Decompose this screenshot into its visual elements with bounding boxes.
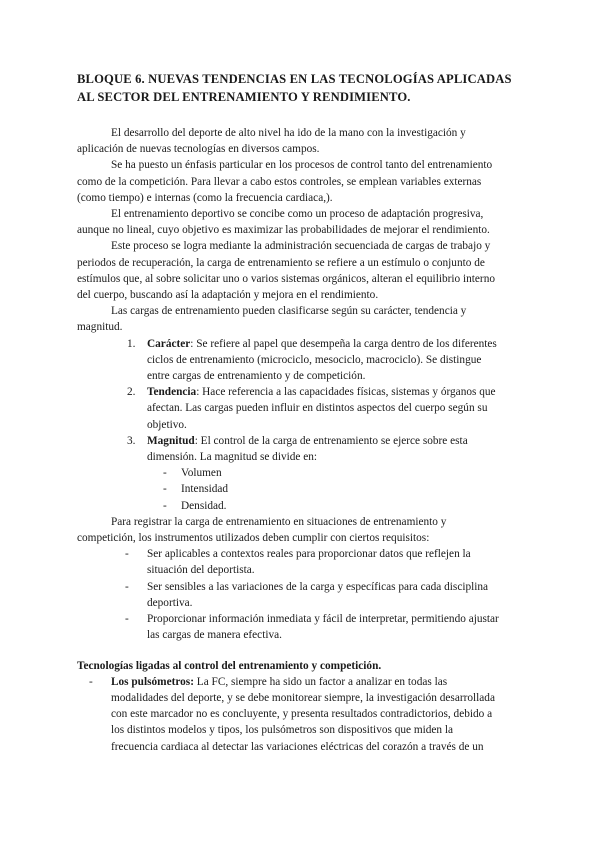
text-line: Las cargas de entrenamiento pueden clasificarse según su carácter, tendencia y (111, 305, 467, 318)
paragraph-control (77, 157, 523, 206)
list-item-magnitud (77, 433, 523, 465)
text-line: dimensión. La magnitud se divide en: (147, 451, 318, 464)
paragraph-intro (77, 125, 523, 157)
text-line: situación del deportista. (147, 564, 255, 577)
text-line: ciclos de entrenamiento (microciclo, mesociclo, macrociclo). Se distingue (147, 353, 482, 366)
tech-item-pulsometros (77, 674, 523, 755)
section-heading: Tecnologías ligadas al control del entrenamiento y competición. (77, 659, 382, 672)
text-line: El entrenamiento deportivo se concibe como un proceso de adaptación progresiva, (111, 208, 484, 221)
text-line: estímulos que, al sobre solicitar uno o varios sistemas orgánicos, alteran el equilibrio interno (77, 272, 495, 285)
text-line: aplicación de nuevas tecnologías en diversos campos. (77, 143, 320, 156)
dash-bullet: - (125, 548, 129, 561)
text-line: : El control de la carga de entrenamiento se ejerce sobre esta (194, 434, 468, 447)
list-item (77, 498, 523, 514)
text-line: : Se refiere al papel que desempeña la carga dentro de los diferentes (190, 337, 497, 350)
list-item (77, 579, 523, 611)
text-line: aunque no lineal, cuyo objetivo es maximizar las probabilidades de mejorar el rendimiento. (77, 224, 490, 237)
dash-bullet: - (125, 613, 129, 626)
list-number: 1. (127, 337, 136, 350)
list-item-text: Densidad. (181, 499, 227, 512)
list-item-caracter (77, 336, 523, 385)
term-pulsometros: Los pulsómetros: (111, 675, 194, 688)
list-item (77, 546, 523, 578)
text-line: como de la competición. Para llevar a cabo estos controles, se emplean variables externas (77, 175, 482, 188)
paragraph-classification (77, 303, 523, 335)
list-item-tendencia (77, 384, 523, 433)
dash-bullet: - (163, 467, 167, 480)
text-line: La FC, siempre ha sido un factor a analizar en todas las (193, 675, 448, 688)
text-line: objetivo. (147, 418, 187, 431)
text-line: : Hace referencia a las capacidades físicas, sistemas y órganos que (196, 386, 496, 399)
title-line-1: BLOQUE 6. NUEVAS TENDENCIAS EN LAS TECNOLOGÍAS APLICADAS (77, 72, 512, 86)
title-line-2: AL SECTOR DEL ENTRENAMIENTO Y RENDIMIENTO. (77, 90, 411, 104)
list-item (77, 465, 523, 481)
text-line: magnitud. (77, 321, 123, 334)
paragraph-requirements (77, 514, 523, 546)
requirements-list (77, 546, 523, 643)
term-magnitud: Magnitud (147, 434, 195, 447)
text-line: frecuencia cardiaca al detectar las variaciones eléctricas del corazón a través de un (111, 740, 484, 753)
text-line: El desarrollo del deporte de alto nivel ha ido de la mano con la investigación y (111, 127, 466, 139)
list-item (77, 611, 523, 643)
text-line: competición, los instrumentos utilizados deben cumplir con ciertos requisitos: (77, 532, 430, 545)
term-tendencia: Tendencia (147, 386, 197, 399)
text-line: entre cargas de entrenamiento y de competición. (147, 370, 366, 383)
document-body (77, 125, 523, 755)
text-line: modalidades del deporte, y se debe monitorear siempre, la investigación desarrollada (111, 691, 495, 704)
dash-bullet: - (163, 499, 167, 512)
list-item (77, 481, 523, 497)
list-number: 2. (127, 386, 136, 399)
text-line: Proporcionar información inmediata y fácil de interpretar, permitiendo ajustar (147, 613, 499, 626)
text-line: las cargas de manera efectiva. (147, 629, 282, 642)
text-line: (como tiempo) e internas (como la frecuencia cardiaca,). (77, 191, 333, 204)
list-number: 3. (127, 434, 136, 447)
paragraph-load (77, 238, 523, 303)
dash-bullet: - (125, 580, 129, 593)
text-line: Se ha puesto un énfasis particular en los procesos de control tanto del entrenamiento (111, 159, 493, 172)
text-line: Ser sensibles a las variaciones de la carga y específicas para cada disciplina (147, 580, 489, 593)
dash-bullet: - (163, 483, 167, 496)
dash-bullet: - (89, 675, 93, 688)
text-line: deportiva. (147, 596, 193, 609)
document-title (77, 70, 547, 106)
text-line: con este marcador no es concluyente, y presenta resultados contradictorios, debido a (111, 708, 493, 721)
text-line: periodos de recuperación, la carga de entrenamiento se refiere a un estímulo o conjunto de (77, 256, 485, 269)
list-item-text: Volumen (181, 467, 222, 480)
text-line: Ser aplicables a contextos reales para proporcionar datos que reflejen la (147, 548, 471, 561)
text-line: del cuerpo, buscando así la adaptación y mejora en el rendimiento. (77, 289, 379, 302)
text-line: afectan. Las cargas pueden influir en distintos aspectos del cuerpo según su (147, 402, 488, 415)
list-item-text: Intensidad (181, 483, 229, 496)
text-line: Para registrar la carga de entrenamiento en situaciones de entrenamiento y (111, 515, 447, 528)
magnitud-sublist (77, 465, 523, 514)
text-line: los distintos modelos y tipos, los pulsómetros son dispositivos que miden la (111, 724, 454, 737)
term-caracter: Carácter (147, 337, 191, 350)
numbered-list (77, 336, 523, 466)
text-line: Este proceso se logra mediante la administración secuenciada de cargas de trabajo y (111, 240, 491, 253)
paragraph-adaptation (77, 206, 523, 238)
